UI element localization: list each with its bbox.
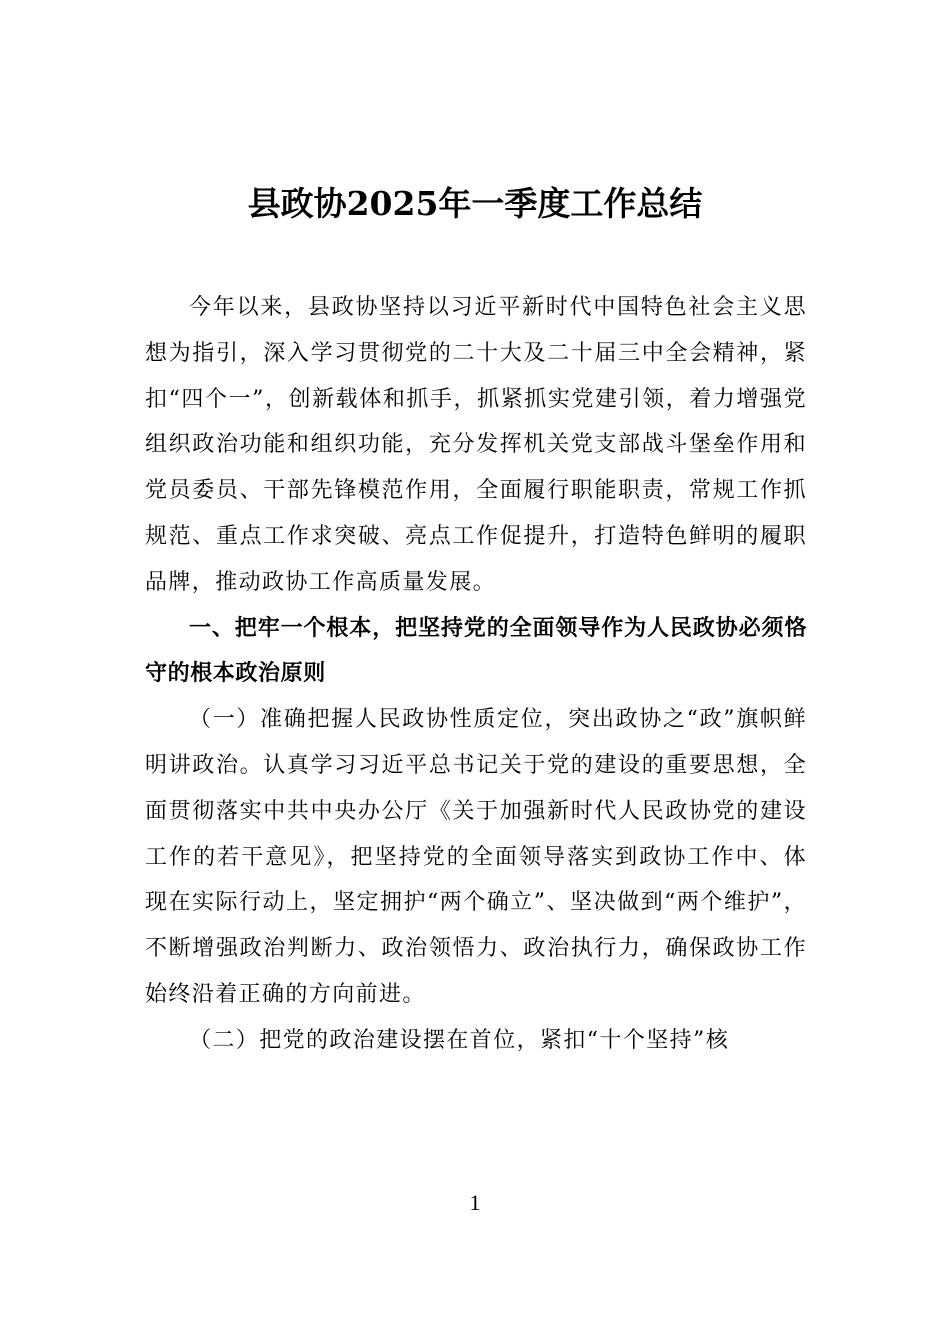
intro-paragraph: 今年以来，县政协坚持以习近平新时代中国特色社会主义思想为指引，深入学习贯彻党的二十大及二十届三中全会精神，紧扣“四个一”，创新载体和抓手，抓紧抓实党建引领，着力增强党组织政治功能和组织功能，充分发挥机关党支部战斗堡垒作用和党员委员、干部先锋模范作用，全面履行职能职责，常规工作抓规范、重点工作求突破、亮点工作促提升，打造特色鲜明的履职品牌，推动政协工作高质量发展。	[145, 295, 807, 595]
subsection-paragraph-1: （一）准确把握人民政协性质定位，突出政协之“政”旗帜鲜明讲政治。认真学习习近平总书记关于党的建设的重要思想，全面贯彻落实中共中央办公厅《关于加强新时代人民政协党的建设工作的若干意见》，把坚持党的全面领导落实到政协工作中、体现在实际行动上，坚定拥护“两个确立”、坚决做到“两个维护”，不断增强政治判断力、政治领悟力、政治执行力，确保政协工作始终沿着正确的方向前进。	[145, 707, 807, 1007]
section-heading-1: 一、把牢一个根本，把坚持党的全面领导作为人民政协必须恪守的根本政治原则	[145, 615, 807, 687]
document-title: 县政协2025年一季度工作总结	[247, 184, 703, 223]
page-number: 1	[469, 1190, 481, 1215]
document-body	[145, 285, 807, 1064]
subsection-paragraph-2: （二）把党的政治建设摆在首位，紧扣“十个坚持”核	[189, 1027, 730, 1053]
